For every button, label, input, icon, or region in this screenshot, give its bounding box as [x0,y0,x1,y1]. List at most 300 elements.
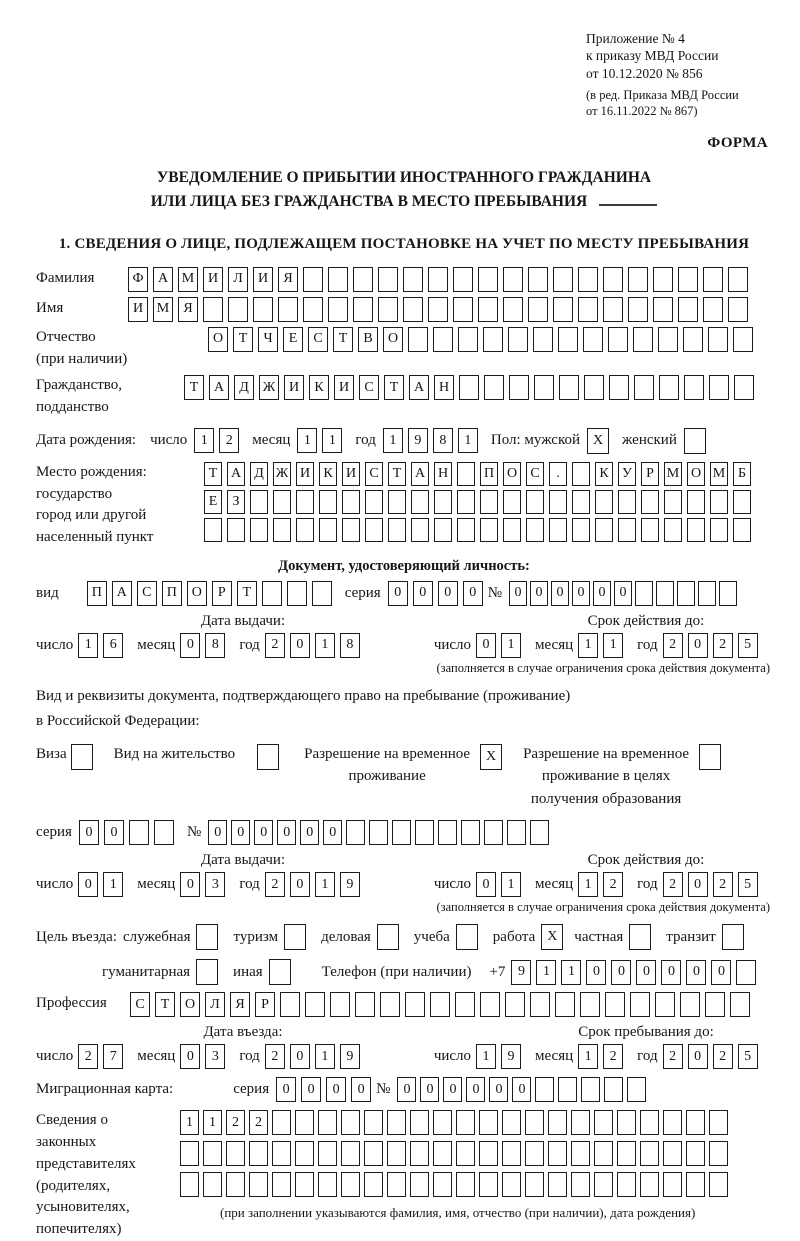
char-cell[interactable] [530,820,549,845]
char-cell[interactable] [686,1110,705,1135]
char-cell[interactable] [558,1077,577,1102]
char-cell[interactable] [728,297,748,322]
char-cell[interactable] [226,1172,245,1197]
char-cell[interactable]: П [480,462,498,486]
char-cell[interactable] [628,297,648,322]
char-cell[interactable] [411,518,429,542]
char-cell[interactable]: 2 [603,1044,623,1069]
char-cell[interactable]: З [227,490,245,514]
char-cell[interactable] [249,1172,268,1197]
char-cell[interactable]: Д [234,375,254,400]
char-cell[interactable] [555,992,575,1017]
char-cell[interactable] [572,462,590,486]
char-cell[interactable] [378,297,398,322]
char-cell[interactable]: М [178,267,198,292]
char-cell[interactable]: 0 [463,581,483,606]
char-cell[interactable]: 2 [249,1110,268,1135]
char-cell[interactable] [549,518,567,542]
checkbox-cell[interactable] [196,924,218,950]
char-cell[interactable]: 0 [438,581,458,606]
char-cell[interactable]: В [358,327,378,352]
char-cell[interactable] [548,1110,567,1135]
char-cell[interactable]: У [618,462,636,486]
char-cell[interactable]: А [409,375,429,400]
char-cell[interactable]: 9 [408,428,428,453]
char-cell[interactable] [641,518,659,542]
char-cell[interactable]: А [411,462,429,486]
char-cell[interactable] [296,490,314,514]
char-cell[interactable]: 0 [688,1044,708,1069]
char-cell[interactable] [434,518,452,542]
char-cell[interactable] [319,518,337,542]
char-cell[interactable]: О [503,462,521,486]
char-cell[interactable] [388,490,406,514]
char-cell[interactable]: С [359,375,379,400]
char-cell[interactable]: 1 [103,872,123,897]
char-cell[interactable] [342,490,360,514]
char-cell[interactable] [663,1110,682,1135]
checkbox-cell[interactable] [196,959,218,985]
char-cell[interactable] [709,375,729,400]
char-cell[interactable] [408,327,428,352]
char-cell[interactable] [438,820,457,845]
char-cell[interactable]: С [365,462,383,486]
char-cell[interactable]: Т [184,375,204,400]
char-cell[interactable] [456,1110,475,1135]
char-cell[interactable] [553,297,573,322]
char-cell[interactable] [617,1172,636,1197]
char-cell[interactable]: 0 [290,1044,310,1069]
char-cell[interactable]: 0 [290,872,310,897]
char-cell[interactable] [503,297,523,322]
char-cell[interactable]: Т [384,375,404,400]
char-cell[interactable]: 1 [578,1044,598,1069]
char-cell[interactable] [483,327,503,352]
char-cell[interactable]: И [296,462,314,486]
char-cell[interactable] [403,267,423,292]
char-cell[interactable]: 2 [663,633,683,658]
char-cell[interactable]: Я [278,267,298,292]
char-cell[interactable] [262,581,282,606]
char-cell[interactable] [457,462,475,486]
char-cell[interactable]: С [137,581,157,606]
char-cell[interactable] [365,490,383,514]
checkbox-cell[interactable] [269,959,291,985]
char-cell[interactable] [535,1077,554,1102]
char-cell[interactable]: 0 [231,820,250,845]
char-cell[interactable] [388,518,406,542]
char-cell[interactable]: Т [237,581,257,606]
char-cell[interactable]: 0 [688,633,708,658]
char-cell[interactable] [410,1110,429,1135]
char-cell[interactable]: 0 [614,581,632,606]
char-cell[interactable] [505,992,525,1017]
char-cell[interactable] [296,518,314,542]
char-cell[interactable] [653,297,673,322]
char-cell[interactable] [430,992,450,1017]
char-cell[interactable]: 1 [194,428,214,453]
char-cell[interactable]: 8 [433,428,453,453]
char-cell[interactable]: 0 [572,581,590,606]
char-cell[interactable] [659,375,679,400]
char-cell[interactable] [154,820,174,845]
char-cell[interactable] [319,490,337,514]
char-cell[interactable]: 2 [265,872,285,897]
char-cell[interactable]: 1 [203,1110,222,1135]
char-cell[interactable] [640,1110,659,1135]
char-cell[interactable]: И [284,375,304,400]
char-cell[interactable]: О [208,327,228,352]
char-cell[interactable] [733,490,751,514]
char-cell[interactable] [180,1172,199,1197]
char-cell[interactable] [342,518,360,542]
char-cell[interactable]: 5 [738,633,758,658]
char-cell[interactable] [428,297,448,322]
char-cell[interactable]: 2 [265,633,285,658]
char-cell[interactable]: 3 [205,872,225,897]
char-cell[interactable] [734,375,754,400]
char-cell[interactable]: Я [230,992,250,1017]
char-cell[interactable] [341,1172,360,1197]
char-cell[interactable] [627,1077,646,1102]
char-cell[interactable]: 1 [603,633,623,658]
char-cell[interactable]: 0 [290,633,310,658]
char-cell[interactable]: 1 [578,633,598,658]
char-cell[interactable]: Ф [128,267,148,292]
char-cell[interactable]: 0 [180,872,200,897]
char-cell[interactable] [733,518,751,542]
checkbox-cell[interactable] [456,924,478,950]
char-cell[interactable] [583,327,603,352]
char-cell[interactable] [663,1172,682,1197]
char-cell[interactable] [680,992,700,1017]
char-cell[interactable] [534,375,554,400]
char-cell[interactable] [364,1110,383,1135]
char-cell[interactable] [428,267,448,292]
char-cell[interactable]: Т [233,327,253,352]
char-cell[interactable] [710,490,728,514]
char-cell[interactable] [457,518,475,542]
char-cell[interactable] [683,327,703,352]
char-cell[interactable]: 1 [501,633,521,658]
char-cell[interactable] [330,992,350,1017]
char-cell[interactable] [480,490,498,514]
char-cell[interactable] [312,581,332,606]
char-cell[interactable] [411,490,429,514]
char-cell[interactable]: П [162,581,182,606]
char-cell[interactable] [604,1077,623,1102]
char-cell[interactable]: 0 [323,820,342,845]
char-cell[interactable] [640,1172,659,1197]
char-cell[interactable]: 2 [663,1044,683,1069]
char-cell[interactable] [378,267,398,292]
char-cell[interactable]: 1 [180,1110,199,1135]
char-cell[interactable] [272,1172,291,1197]
char-cell[interactable]: 9 [340,872,360,897]
char-cell[interactable] [595,518,613,542]
char-cell[interactable]: 0 [551,581,569,606]
char-cell[interactable]: Н [434,375,454,400]
char-cell[interactable]: 0 [79,820,99,845]
char-cell[interactable] [507,820,526,845]
char-cell[interactable]: А [227,462,245,486]
char-cell[interactable]: 2 [603,872,623,897]
char-cell[interactable]: 1 [297,428,317,453]
char-cell[interactable]: 0 [489,1077,508,1102]
char-cell[interactable] [526,518,544,542]
char-cell[interactable] [678,267,698,292]
char-cell[interactable]: 2 [219,428,239,453]
char-cell[interactable]: 2 [78,1044,98,1069]
char-cell[interactable] [677,581,695,606]
char-cell[interactable] [478,297,498,322]
char-cell[interactable] [595,490,613,514]
char-cell[interactable] [303,297,323,322]
char-cell[interactable]: К [595,462,613,486]
char-cell[interactable] [628,267,648,292]
char-cell[interactable]: 7 [103,1044,123,1069]
char-cell[interactable]: 1 [315,633,335,658]
char-cell[interactable]: М [710,462,728,486]
char-cell[interactable]: 0 [636,960,656,985]
char-cell[interactable] [459,375,479,400]
char-cell[interactable] [353,267,373,292]
char-cell[interactable]: 1 [315,872,335,897]
char-cell[interactable]: К [309,375,329,400]
char-cell[interactable]: Л [205,992,225,1017]
char-cell[interactable] [528,267,548,292]
checkbox-cell[interactable]: X [587,428,609,454]
char-cell[interactable] [272,1110,291,1135]
char-cell[interactable] [525,1172,544,1197]
char-cell[interactable] [584,375,604,400]
char-cell[interactable]: 8 [205,633,225,658]
char-cell[interactable]: А [209,375,229,400]
char-cell[interactable] [387,1172,406,1197]
char-cell[interactable] [508,327,528,352]
char-cell[interactable]: Д [250,462,268,486]
char-cell[interactable]: К [319,462,337,486]
char-cell[interactable] [571,1172,590,1197]
char-cell[interactable] [548,1172,567,1197]
char-cell[interactable] [278,297,298,322]
char-cell[interactable] [455,992,475,1017]
char-cell[interactable] [458,327,478,352]
char-cell[interactable]: С [130,992,150,1017]
checkbox-cell[interactable]: X [480,744,502,770]
char-cell[interactable] [709,1172,728,1197]
char-cell[interactable]: А [153,267,173,292]
char-cell[interactable]: 5 [738,872,758,897]
char-cell[interactable] [328,267,348,292]
char-cell[interactable]: 1 [536,960,556,985]
char-cell[interactable] [710,518,728,542]
char-cell[interactable]: М [153,297,173,322]
checkbox-cell[interactable] [257,744,279,770]
char-cell[interactable] [479,1110,498,1135]
char-cell[interactable]: Р [255,992,275,1017]
char-cell[interactable] [684,375,704,400]
char-cell[interactable] [664,518,682,542]
char-cell[interactable] [346,820,365,845]
char-cell[interactable]: 0 [686,960,706,985]
char-cell[interactable]: Н [434,462,452,486]
char-cell[interactable] [709,1110,728,1135]
char-cell[interactable] [479,1172,498,1197]
char-cell[interactable] [457,490,475,514]
char-cell[interactable] [728,267,748,292]
char-cell[interactable] [415,820,434,845]
char-cell[interactable] [295,1172,314,1197]
char-cell[interactable] [678,297,698,322]
char-cell[interactable]: 3 [205,1044,225,1069]
char-cell[interactable] [686,1172,705,1197]
char-cell[interactable] [618,490,636,514]
char-cell[interactable] [594,1172,613,1197]
char-cell[interactable] [708,327,728,352]
char-cell[interactable]: 0 [711,960,731,985]
char-cell[interactable] [480,518,498,542]
char-cell[interactable] [509,375,529,400]
char-cell[interactable]: 0 [476,872,496,897]
char-cell[interactable] [433,327,453,352]
char-cell[interactable] [578,267,598,292]
char-cell[interactable] [228,297,248,322]
char-cell[interactable] [581,1077,600,1102]
char-cell[interactable] [609,375,629,400]
char-cell[interactable] [380,992,400,1017]
char-cell[interactable]: Т [204,462,222,486]
char-cell[interactable] [250,518,268,542]
char-cell[interactable]: А [112,581,132,606]
char-cell[interactable] [502,1172,521,1197]
char-cell[interactable] [549,490,567,514]
char-cell[interactable] [633,327,653,352]
char-cell[interactable] [503,490,521,514]
char-cell[interactable] [203,297,223,322]
char-cell[interactable]: 1 [322,428,342,453]
char-cell[interactable]: . [549,462,567,486]
char-cell[interactable]: 6 [103,633,123,658]
char-cell[interactable]: 0 [254,820,273,845]
char-cell[interactable]: 0 [276,1077,296,1102]
char-cell[interactable]: 0 [443,1077,462,1102]
char-cell[interactable] [503,267,523,292]
char-cell[interactable]: Л [228,267,248,292]
char-cell[interactable] [480,992,500,1017]
char-cell[interactable]: 9 [340,1044,360,1069]
char-cell[interactable] [572,518,590,542]
char-cell[interactable]: 0 [512,1077,531,1102]
char-cell[interactable] [635,581,653,606]
char-cell[interactable] [410,1172,429,1197]
char-cell[interactable]: И [334,375,354,400]
char-cell[interactable] [533,327,553,352]
char-cell[interactable]: 9 [511,960,531,985]
checkbox-cell[interactable] [377,924,399,950]
char-cell[interactable]: 5 [738,1044,758,1069]
char-cell[interactable] [730,992,750,1017]
char-cell[interactable]: И [203,267,223,292]
char-cell[interactable] [280,992,300,1017]
char-cell[interactable] [687,518,705,542]
char-cell[interactable] [227,518,245,542]
char-cell[interactable]: 0 [277,820,296,845]
char-cell[interactable] [433,1110,452,1135]
char-cell[interactable] [571,1110,590,1135]
char-cell[interactable]: 9 [501,1044,521,1069]
char-cell[interactable] [634,375,654,400]
char-cell[interactable] [733,327,753,352]
checkbox-cell[interactable]: X [541,924,563,950]
char-cell[interactable]: 1 [458,428,478,453]
char-cell[interactable]: 0 [593,581,611,606]
char-cell[interactable] [653,267,673,292]
char-cell[interactable] [434,490,452,514]
char-cell[interactable] [250,490,268,514]
char-cell[interactable]: Я [178,297,198,322]
char-cell[interactable] [253,297,273,322]
char-cell[interactable] [484,820,503,845]
char-cell[interactable] [736,960,756,985]
char-cell[interactable] [273,490,291,514]
char-cell[interactable] [503,518,521,542]
char-cell[interactable]: 1 [476,1044,496,1069]
char-cell[interactable]: Т [388,462,406,486]
char-cell[interactable]: 0 [688,872,708,897]
char-cell[interactable] [698,581,716,606]
char-cell[interactable]: С [526,462,544,486]
char-cell[interactable]: 0 [78,872,98,897]
char-cell[interactable]: 0 [388,581,408,606]
char-cell[interactable] [630,992,650,1017]
char-cell[interactable]: 0 [300,820,319,845]
char-cell[interactable]: 2 [713,872,733,897]
char-cell[interactable] [203,1172,222,1197]
char-cell[interactable] [318,1172,337,1197]
char-cell[interactable] [703,297,723,322]
char-cell[interactable]: 0 [611,960,631,985]
char-cell[interactable]: Е [283,327,303,352]
char-cell[interactable] [478,267,498,292]
char-cell[interactable]: 1 [578,872,598,897]
char-cell[interactable]: 1 [315,1044,335,1069]
char-cell[interactable] [453,297,473,322]
char-cell[interactable] [328,297,348,322]
checkbox-cell[interactable] [699,744,721,770]
char-cell[interactable] [295,1110,314,1135]
char-cell[interactable]: Ж [273,462,291,486]
char-cell[interactable]: 1 [383,428,403,453]
checkbox-cell[interactable] [71,744,93,770]
char-cell[interactable] [502,1110,521,1135]
char-cell[interactable]: 0 [586,960,606,985]
char-cell[interactable]: Ч [258,327,278,352]
char-cell[interactable] [530,992,550,1017]
char-cell[interactable] [594,1110,613,1135]
char-cell[interactable] [433,1172,452,1197]
char-cell[interactable] [318,1110,337,1135]
char-cell[interactable] [705,992,725,1017]
char-cell[interactable] [618,518,636,542]
char-cell[interactable] [658,327,678,352]
char-cell[interactable]: П [87,581,107,606]
char-cell[interactable]: 0 [466,1077,485,1102]
char-cell[interactable]: 8 [340,633,360,658]
char-cell[interactable]: Б [733,462,751,486]
char-cell[interactable]: 0 [420,1077,439,1102]
char-cell[interactable] [719,581,737,606]
